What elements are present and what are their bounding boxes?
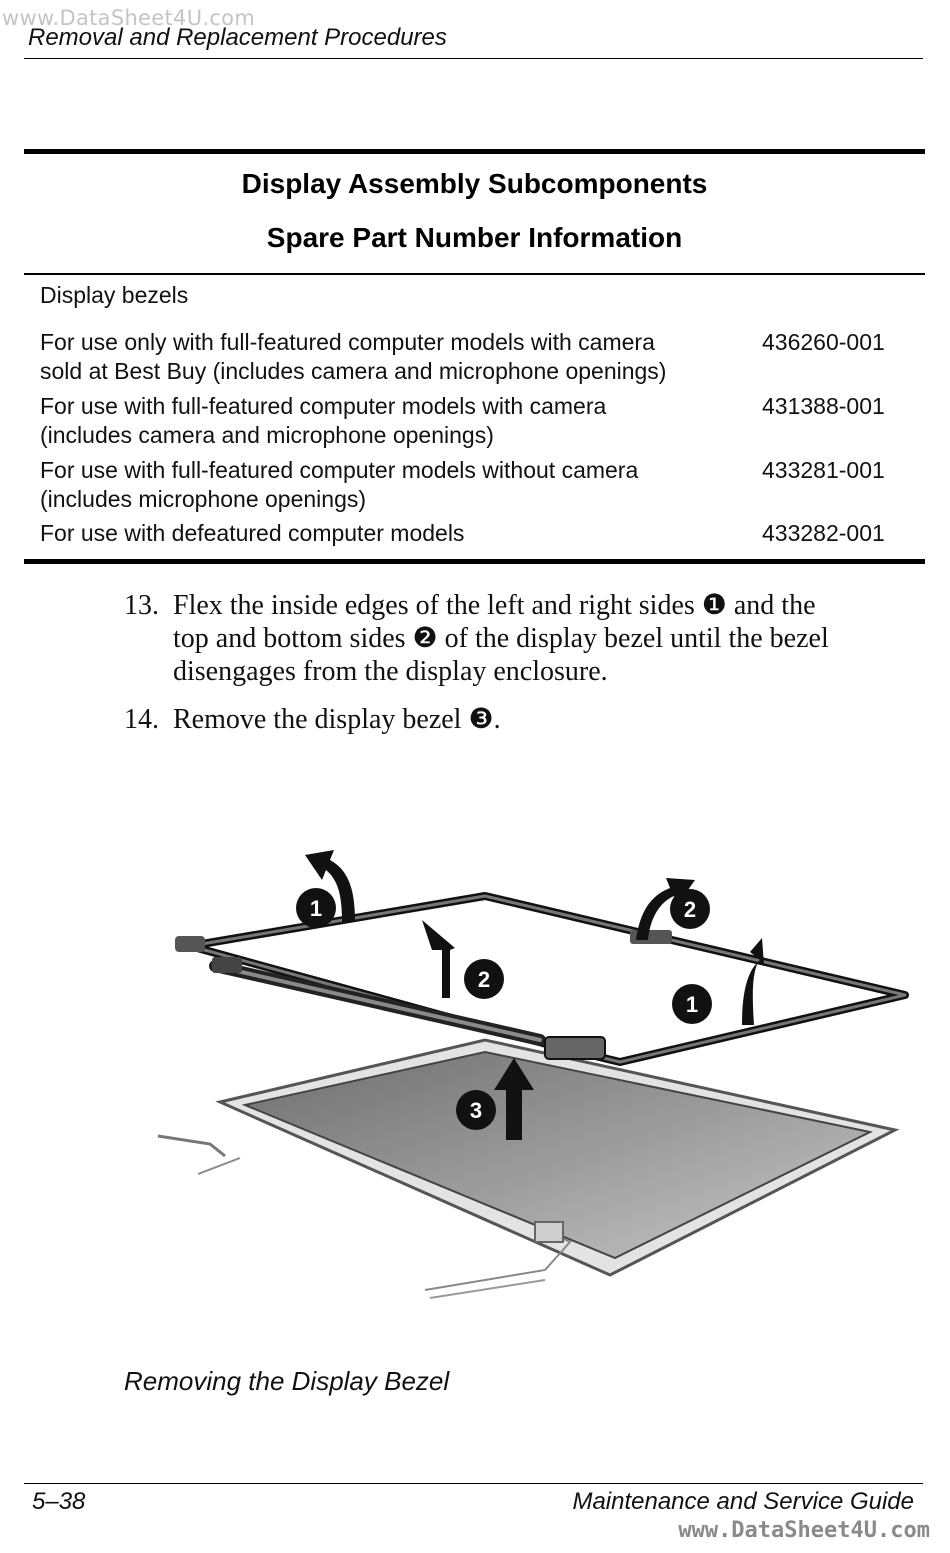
watermark-top: www.DataSheet4U.com [2,6,256,30]
table-bottom-rule [24,559,925,564]
callout-icon [456,1090,496,1130]
step-text [173,589,903,688]
figure-caption: Removing the Display Bezel [124,1366,450,1396]
table-row-part-number: 433281-001 [762,457,885,483]
step-number: 13. [124,590,159,621]
callout-label: 3 [469,1098,483,1123]
table-row-part-number: 433282-001 [762,520,885,546]
desc-line: (includes microphone openings) [40,486,367,512]
table-row-desc [40,328,740,386]
step-text [173,703,903,736]
running-header: Removal and Replacement Procedures [28,24,447,51]
step-line: disengages from the display enclosure. [173,656,608,687]
table-row-part-number: 436260-001 [762,329,885,355]
table-row-part-number: 431388-001 [762,393,885,419]
callout-label: 2 [477,967,491,992]
table-subtitle: Spare Part Number Information [266,222,683,253]
table-row-desc [40,519,740,548]
desc-line: For use with full-featured computer models with camera [40,393,607,419]
desc-line: For use with full-featured computer models without camera [40,457,639,483]
table-header-rule [24,273,925,275]
callout-icon [464,959,504,999]
callout-label: 1 [685,992,699,1017]
arrow-icon [742,938,764,1025]
callout-label: 1 [309,896,323,921]
callout-icon [672,984,712,1024]
guide-title: Maintenance and Service Guide [572,1488,914,1515]
display-bezel [175,896,905,1062]
callout-icon [296,888,336,928]
desc-line: For use only with full-featured computer models with camera [40,329,655,355]
desc-line: (includes camera and microphone openings) [40,422,494,448]
header-rule [24,58,923,59]
table-title: Display Assembly Subcomponents [241,168,708,199]
arrow-icon [422,920,455,998]
step-line: top and bottom sides ❷ of the display bezel until the bezel [173,623,829,654]
table-section-label: Display bezels [40,282,189,308]
footer-rule [24,1483,923,1484]
step-line: Flex the inside edges of the left and right sides ❶ and the [173,590,816,621]
step-number: 14. [124,704,159,735]
desc-line: sold at Best Buy (includes camera and microphone openings) [40,358,667,384]
table-row-desc [40,392,740,450]
callout-label: 2 [683,897,697,922]
watermark-bottom: www.DataSheet4U.com [678,1518,930,1543]
page-number: 5–38 [32,1488,86,1515]
callout-icon [670,889,710,929]
display-bezel-removal-illustration [150,840,910,1310]
table-top-rule [24,149,925,154]
table-row-desc [40,456,740,514]
desc-line: For use with defeatured computer models [40,520,465,546]
step-line: Remove the display bezel ❸. [173,704,501,735]
